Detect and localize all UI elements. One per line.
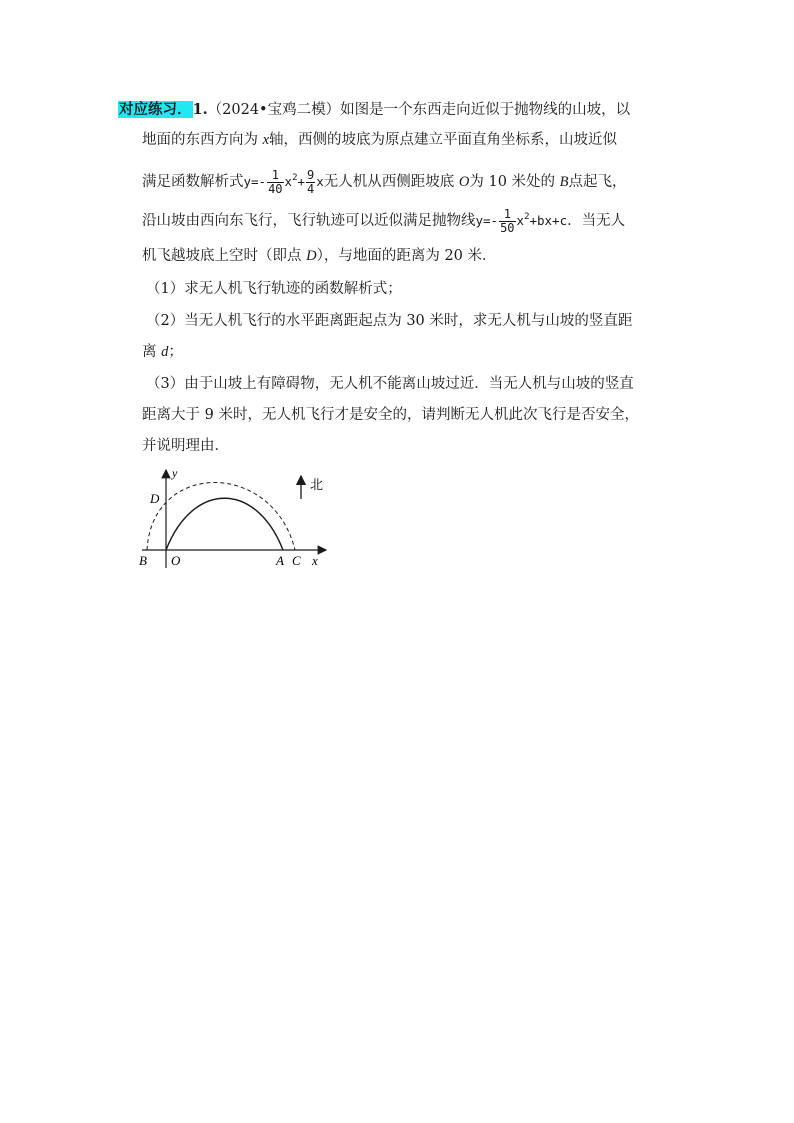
label-B: B [139,553,147,568]
problem-line-2 [142,130,617,150]
text-segment: 为 10 米处的 [469,174,560,190]
coordinate-figure [130,462,340,577]
slope-curve [166,498,283,550]
variable-d: d [161,344,169,360]
numerator: 1 [499,208,515,222]
variable-D: D [306,248,317,264]
variable-x: x [262,132,270,148]
equation-2 [475,207,568,235]
text-segment: 沿山坡由西向东飞行，飞行轨迹可以近似满足抛物线 [142,213,476,229]
fraction [306,169,315,196]
problem-number: 1. [192,101,208,118]
equation-1 [243,168,324,196]
exponent: 2 [292,173,298,183]
variable-B: B [559,174,569,190]
eq-part: x [316,174,324,189]
eq-part: y=- [243,174,267,189]
north-label: 北 [310,478,324,493]
problem-text: （2024•宝鸡二模）如图是一个东西走向近似于抛物线的山坡，以 [207,102,631,118]
text-segment: 无人机从西侧距坡底 [323,174,459,190]
text-segment: ），与地面的距离为 20 米． [316,248,497,264]
problem-line-5 [142,246,497,266]
problem-line-4 [142,207,625,235]
text-segment: 离 [142,344,162,360]
text-segment: ； [168,344,183,360]
variable-O: O [458,174,470,190]
question-3-line-1: （3）由于山坡上有障碍物，无人机不能离山坡过近．当无人机与山坡的竖直 [146,376,634,392]
text-segment: 轴，西侧的坡底为原点建立平面直角坐标系，山坡近似 [269,132,618,148]
numerator: 9 [307,168,315,182]
exponent: 2 [524,212,530,222]
question-2-line-1: （2）当无人机飞行的水平距离距起点为 30 米时，求无人机与山坡的竖直距 [146,313,633,329]
eq-part: + [297,174,306,189]
denominator: 40 [268,182,283,196]
fraction [499,208,515,235]
question-3-line-3: 并说明理由． [142,438,229,454]
label-C: C [292,553,301,568]
question-1: （1）求无人机飞行轨迹的函数解析式； [146,281,402,297]
problem-line-3 [142,168,627,196]
label-D: D [150,491,160,506]
denominator: 4 [307,182,315,196]
flight-path-dashed [147,483,295,551]
label-y: y [172,466,178,480]
text-segment: 满足函数解析式 [142,174,244,190]
text-segment: 点起飞， [568,174,627,190]
eq-part: +bx+c [529,213,568,228]
question-2-line-2 [142,342,183,362]
problem-line-1 [118,100,630,120]
eq-part: y=- [475,213,499,228]
denominator: 50 [500,221,515,235]
text-segment: 地面的东西方向为 [142,132,263,148]
label-x: x [312,553,318,568]
numerator: 1 [267,169,283,183]
text-segment: 机飞越坡底上空时（即点 [142,248,307,264]
text-segment: ．当无人 [567,213,626,229]
eq-part: x [516,213,525,228]
practice-tag: 对应练习． [119,101,192,118]
label-A: A [276,553,284,568]
fraction [267,169,283,196]
label-O: O [171,553,181,568]
eq-part: x [284,174,293,189]
question-3-line-2: 距离大于 9 米时，无人机飞行才是安全的，请判断无人机此次飞行是否安全， [142,407,639,423]
